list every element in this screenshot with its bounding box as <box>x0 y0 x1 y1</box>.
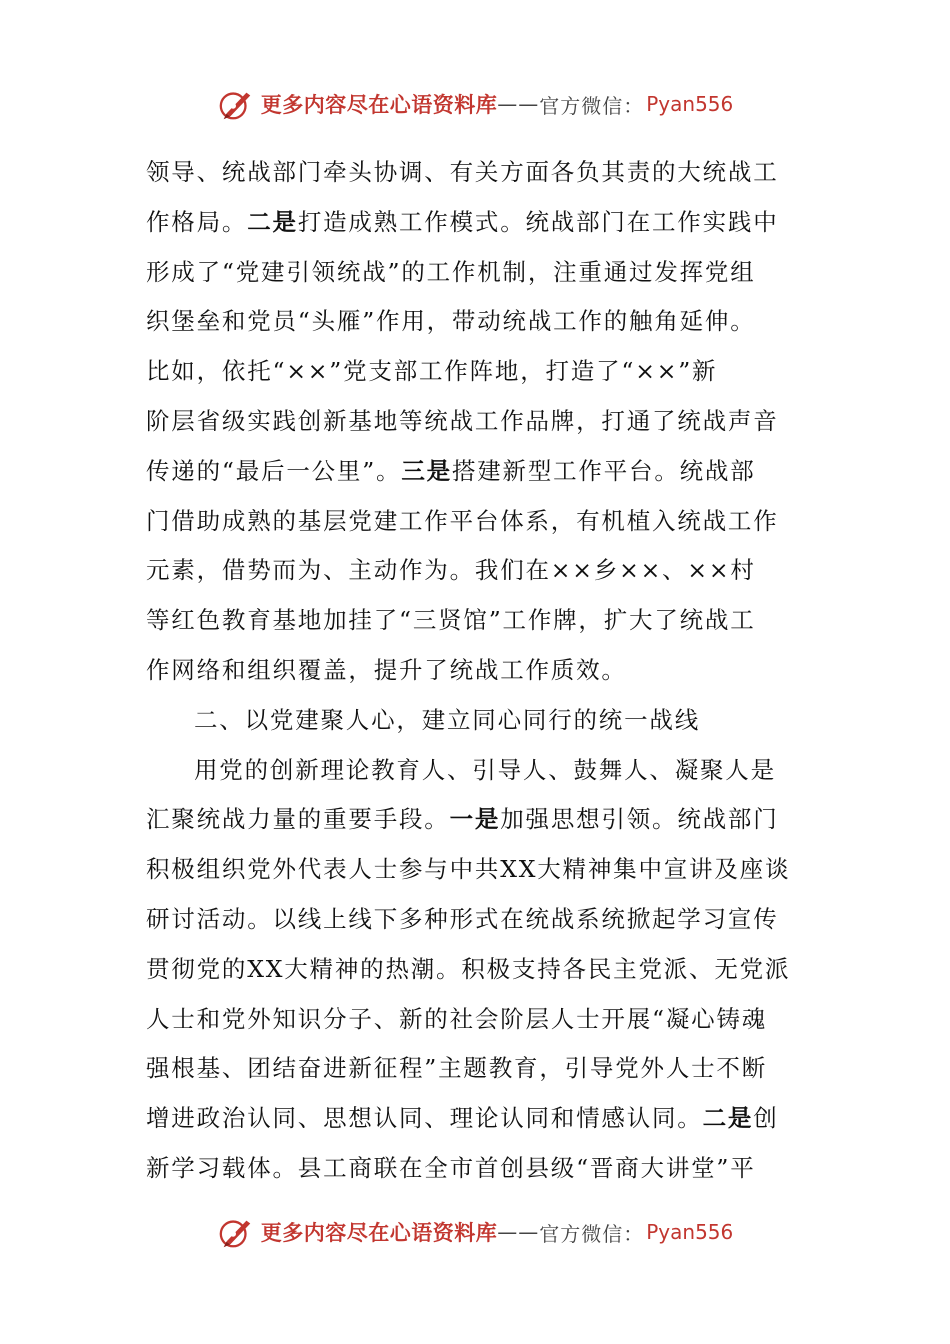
text-segment: 作格局。 <box>146 207 248 236</box>
text-segment: 传递的“最后一公里”。 <box>146 456 402 485</box>
header-brand-text: 更多内容尽在心语资料库 <box>260 92 498 117</box>
header-banner <box>0 80 950 128</box>
footer-wechat-id: Pyan556 <box>646 1220 734 1244</box>
bold-marker: 二是 <box>702 1104 754 1133</box>
text-line <box>146 646 802 696</box>
header-separator: —— <box>497 92 540 116</box>
text-line <box>146 1044 802 1094</box>
text-segment: 增进政治认同、思想认同、理论认同和情感认同。 <box>146 1104 703 1133</box>
text-line <box>146 1144 802 1194</box>
text-segment: 加强思想引领。统战部门 <box>500 805 779 834</box>
text-segment: 贯彻党的XX大精神的热潮。积极支持各民主党派、无党派 <box>146 954 791 983</box>
text-line <box>146 248 802 298</box>
header-wechat-id: Pyan556 <box>646 92 734 116</box>
text-segment: 新学习载体。县工商联在全市首创县级“晋商大讲堂”平 <box>146 1153 756 1182</box>
text-line <box>146 945 802 995</box>
text-line <box>146 596 802 646</box>
text-segment: 领导、统战部门牵头协调、有关方面各负其责的大统战工 <box>146 158 779 186</box>
text-line <box>146 845 802 895</box>
text-segment: 人士和党外知识分子、新的社会阶层人士开展“凝心铸魂 <box>146 1004 768 1033</box>
text-line <box>146 397 802 447</box>
section-heading <box>146 696 802 746</box>
footer-separator: —— <box>497 1220 540 1244</box>
text-line <box>146 297 802 347</box>
text-segment: 阶层省级实践创新基地等统战工作品牌，打通了统战声音 <box>146 406 779 435</box>
text-line <box>146 1094 802 1144</box>
text-line <box>146 347 802 397</box>
text-segment: 织堡垒和党员“头雁”作用，带动统战工作的触角延伸。 <box>146 307 756 336</box>
text-segment: 形成了“党建引领统战”的工作机制，注重通过发挥党组 <box>146 257 756 286</box>
text-segment: 积极组织党外代表人士参与中共XX大精神集中宣讲及座谈 <box>146 855 791 884</box>
bold-marker: 一是 <box>449 805 501 834</box>
text-segment: 用党的创新理论教育人、引导人、鼓舞人、凝聚人是 <box>194 755 776 784</box>
pen-logo-icon <box>217 1213 255 1251</box>
text-segment: 打造成熟工作模式。统战部门在工作实践中 <box>297 207 779 236</box>
bold-marker: 二是 <box>247 207 298 236</box>
text-segment: 元素，借势而为、主动作为。我们在××乡××、××村 <box>146 556 756 585</box>
text-segment: 门借助成熟的基层党建工作平台体系，有机植入统战工作 <box>146 506 779 535</box>
text-segment: 汇聚统战力量的重要手段。 <box>146 805 450 834</box>
footer-banner <box>0 1208 950 1256</box>
text-line <box>146 447 802 497</box>
text-segment: 二、以党建聚人心，建立同心同行的统一战线 <box>194 705 700 734</box>
text-line <box>146 746 802 796</box>
text-segment: 创 <box>753 1104 779 1133</box>
text-segment: 强根基、团结奋进新征程”主题教育，引导党外人士不断 <box>146 1054 768 1083</box>
text-line <box>146 895 802 945</box>
text-segment: 搭建新型工作平台。统战部 <box>451 456 756 485</box>
text-line <box>146 795 802 845</box>
text-line <box>146 198 802 248</box>
text-line <box>146 546 802 596</box>
bold-marker: 三是 <box>401 456 452 485</box>
text-segment: 比如，依托“××”党支部工作阵地，打造了“××”新 <box>146 357 718 386</box>
document-body <box>146 148 802 1194</box>
footer-brand-text: 更多内容尽在心语资料库 <box>260 1220 498 1245</box>
text-line <box>146 995 802 1045</box>
text-line <box>146 497 802 547</box>
text-segment: 研讨活动。以线上线下多种形式在统战系统掀起学习宣传 <box>146 904 779 933</box>
pen-logo-icon <box>217 85 255 123</box>
header-official-label: 官方微信： <box>539 93 645 118</box>
text-segment: 作网络和组织覆盖，提升了统战工作质效。 <box>146 655 627 684</box>
text-line <box>146 148 802 198</box>
text-segment: 等红色教育基地加挂了“三贤馆”工作牌，扩大了统战工 <box>146 606 756 635</box>
footer-official-label: 官方微信： <box>539 1221 645 1246</box>
